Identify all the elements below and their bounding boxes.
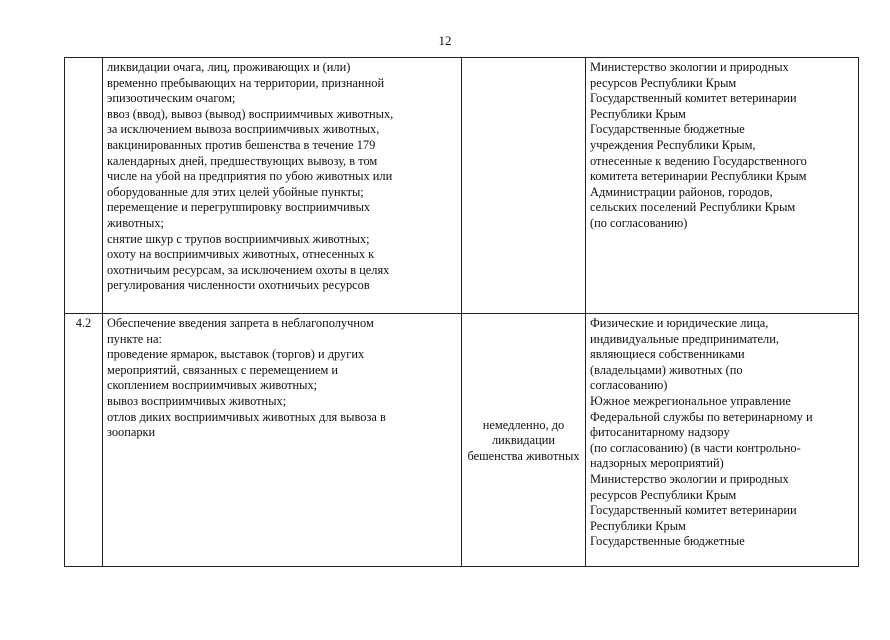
responsible-line: Администрации районов, городов, — [590, 184, 773, 199]
item-number — [65, 58, 103, 314]
responsible-line: являющиеся собственниками — [590, 347, 745, 362]
responsible-cell — [586, 314, 859, 567]
responsible-line: комитета ветеринарии Республики Крым — [590, 169, 807, 184]
responsible-line: Республики Крым — [590, 106, 686, 121]
deadline-cell — [462, 58, 586, 314]
measure-line: ввоз (ввод), вывоз (вывод) восприимчивых животных, — [107, 106, 394, 121]
responsible-line: (по согласованию) — [590, 215, 688, 230]
measure-line: временно пребывающих на территории, признанной — [107, 75, 385, 90]
responsible-line: Государственный комитет ветеринарии — [590, 91, 797, 106]
measure-cell — [103, 314, 462, 567]
measure-line: вакцинированных против бешенства в течение 179 — [107, 137, 376, 152]
responsible-line: согласованию) — [590, 378, 668, 393]
measure-cell — [103, 58, 462, 314]
responsible-line: отнесенные к ведению Государственного — [590, 153, 807, 168]
deadline-cell — [462, 314, 586, 567]
measure-line: проведение ярмарок, выставок (торгов) и других — [107, 347, 365, 362]
measure-line: Обеспечение введения запрета в неблагополучном — [107, 316, 374, 330]
measure-line: скоплением восприимчивых животных; — [107, 378, 318, 393]
item-number: 4.2 — [65, 314, 103, 567]
responsible-line: Физические и юридические лица, — [590, 316, 769, 330]
responsible-line: ресурсов Республики Крым — [590, 75, 737, 90]
responsible-line: Республики Крым — [590, 518, 686, 533]
measure-line: зоопарки — [107, 425, 156, 440]
responsible-line: Федеральной службы по ветеринарному и — [590, 409, 813, 424]
measure-line: охотничьим ресурсам, за исключением охоты в целях — [107, 262, 390, 277]
measure-line: мероприятий, связанных с перемещением и — [107, 362, 339, 377]
measure-line: регулирования численности охотничьих ресурсов — [107, 278, 370, 293]
measure-line: за исключением вывоза восприимчивых животных, — [107, 122, 380, 137]
responsible-line: фитосанитарному надзору — [590, 425, 730, 440]
measure-line: числе на убой на предприятия по убою животных или — [107, 169, 393, 184]
measure-line: ликвидации очага, лиц, проживающих и (или) — [107, 60, 351, 74]
responsible-line: индивидуальные предприниматели, — [590, 331, 779, 346]
measure-line: перемещение и перегруппировку восприимчивых — [107, 200, 371, 215]
page-number: 12 — [438, 33, 452, 48]
measures-table — [64, 57, 859, 567]
measure-line: охоту на восприимчивых животных, отнесенных к — [107, 247, 375, 262]
table-row — [65, 314, 859, 567]
responsible-line: надзорных мероприятий) — [590, 456, 724, 471]
measure-line: эпизоотическим очагом; — [107, 91, 236, 106]
responsible-line: ресурсов Республики Крым — [590, 487, 737, 502]
responsible-line: Министерство экологии и природных — [590, 471, 789, 486]
responsible-line: учреждения Республики Крым, — [590, 137, 756, 152]
responsible-line: Южное межрегиональное управление — [590, 393, 791, 408]
measure-line: календарных дней, предшествующих вывозу, в том — [107, 153, 378, 168]
responsible-line: Государственные бюджетные — [590, 122, 745, 137]
measure-line: пункте на: — [107, 331, 162, 346]
measure-line: животных; — [107, 215, 164, 230]
table-row — [65, 58, 859, 314]
responsible-line: (владельцами) животных (по — [590, 362, 743, 377]
responsible-line: сельских поселений Республики Крым — [590, 200, 796, 215]
responsible-cell — [586, 58, 859, 314]
deadline-text: немедленно, до ликвидации бешенства животных — [467, 417, 580, 463]
responsible-line: (по согласованию) (в части контрольно- — [590, 440, 801, 455]
measure-line: снятие шкур с трупов восприимчивых животных; — [107, 231, 370, 246]
measure-line: отлов диких восприимчивых животных для вывоза в — [107, 409, 386, 424]
measure-line: оборудованные для этих целей убойные пункты; — [107, 184, 364, 199]
responsible-line: Министерство экологии и природных — [590, 60, 789, 74]
responsible-line: Государственный комитет ветеринарии — [590, 503, 797, 518]
responsible-line: Государственные бюджетные — [590, 534, 745, 549]
measure-line: вывоз восприимчивых животных; — [107, 393, 287, 408]
